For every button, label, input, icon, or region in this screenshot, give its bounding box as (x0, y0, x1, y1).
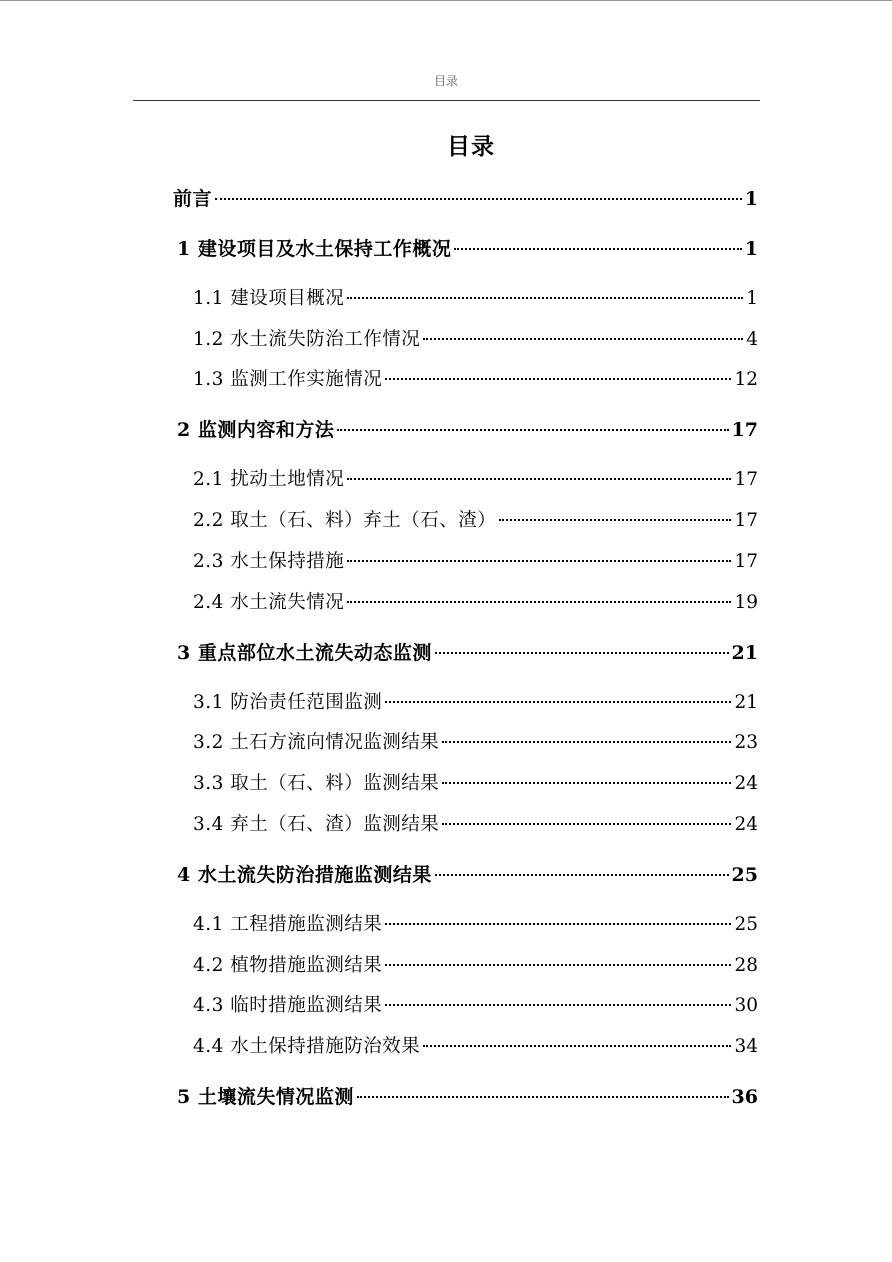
toc-page-number: 1 (744, 238, 758, 260)
toc-dot-leader (442, 782, 731, 784)
page-top-border (0, 0, 892, 1)
page-title: 目录 (447, 134, 495, 160)
toc-entry-label: 3.4 弃土（石、渣）监测结果 (193, 814, 440, 835)
toc-entry-label: 3.2 土石方流向情况监测结果 (193, 732, 440, 753)
toc-dot-leader (423, 338, 743, 340)
toc-entry-label: 2.3 水土保持措施 (193, 551, 345, 572)
toc-page-number: 17 (734, 510, 758, 531)
toc-entry[interactable] (193, 286, 758, 312)
toc-dot-leader (423, 1045, 731, 1047)
toc-entry[interactable] (193, 1034, 758, 1060)
toc-page-number: 21 (731, 642, 758, 664)
toc-entry[interactable] (177, 236, 758, 262)
toc-entry-label: 2 监测内容和方法 (177, 419, 335, 441)
running-header: 目录 (433, 74, 458, 88)
toc-page-number: 25 (734, 914, 758, 935)
toc-entry-label: 3.1 防治责任范围监测 (193, 692, 383, 713)
toc-dot-leader (442, 741, 731, 743)
toc-page-number: 4 (746, 329, 758, 350)
toc-entry[interactable] (193, 771, 758, 797)
toc-dot-leader (385, 1004, 731, 1006)
toc-page-number: 24 (734, 773, 758, 794)
toc-page-number: 23 (734, 732, 758, 753)
toc-entry[interactable] (177, 862, 758, 888)
toc-page-number: 25 (731, 864, 758, 886)
toc-dot-leader (347, 560, 731, 562)
toc-entry-label: 前言 (173, 188, 213, 210)
toc-page-number: 19 (734, 592, 758, 613)
toc-dot-leader (442, 823, 731, 825)
toc-dot-leader (215, 198, 742, 200)
toc-page-number: 34 (734, 1036, 758, 1057)
toc-dot-leader (385, 964, 731, 966)
toc-entry[interactable] (193, 993, 758, 1019)
toc-dot-leader (435, 652, 729, 654)
toc-entry-label: 1.1 建设项目概况 (193, 288, 345, 309)
toc-dot-leader (337, 429, 728, 431)
toc-dot-leader (347, 601, 731, 603)
toc-dot-leader (454, 248, 741, 250)
toc-page-number: 1 (744, 188, 758, 210)
toc-entry-label: 3.3 取土（石、料）监测结果 (193, 773, 440, 794)
toc-dot-leader (385, 923, 731, 925)
toc-dot-leader (435, 874, 729, 876)
header-rule (133, 100, 760, 101)
toc-entry-label: 1 建设项目及水土保持工作概况 (177, 238, 452, 260)
toc-entry[interactable] (177, 417, 758, 443)
toc-entry-label: 1.2 水土流失防治工作情况 (193, 329, 421, 350)
toc-entry-label: 2.1 扰动土地情况 (193, 469, 345, 490)
toc-entry[interactable] (193, 912, 758, 938)
toc-entry[interactable] (193, 812, 758, 838)
toc-entry-label: 3 重点部位水土流失动态监测 (177, 642, 432, 664)
toc-entry-label: 2.2 取土（石、料）弃土（石、渣） (193, 510, 497, 531)
toc-entry[interactable] (193, 508, 758, 534)
toc-page-number: 30 (734, 995, 758, 1016)
toc-entry[interactable] (193, 730, 758, 756)
toc-entry-label: 4.2 植物措施监测结果 (193, 955, 383, 976)
toc-page-number: 21 (734, 692, 758, 713)
toc-page-number: 36 (731, 1086, 758, 1108)
toc-page-number: 17 (731, 419, 758, 441)
toc-entry[interactable] (193, 327, 758, 353)
toc-entry-label: 4 水土流失防治措施监测结果 (177, 864, 432, 886)
toc-dot-leader (347, 478, 731, 480)
toc-page-number: 28 (734, 955, 758, 976)
toc-entry-label: 2.4 水土流失情况 (193, 592, 345, 613)
toc-entry[interactable] (193, 690, 758, 716)
toc-page-number: 1 (746, 288, 758, 309)
toc-entry[interactable] (177, 1084, 758, 1110)
toc-page-number: 24 (734, 814, 758, 835)
toc-entry[interactable] (177, 640, 758, 666)
toc-entry[interactable] (193, 467, 758, 493)
toc-dot-leader (499, 519, 731, 521)
toc-entry[interactable] (173, 186, 758, 212)
toc-dot-leader (357, 1096, 729, 1098)
toc-entry-label: 4.1 工程措施监测结果 (193, 914, 383, 935)
toc-entry[interactable] (193, 549, 758, 575)
toc-dot-leader (347, 297, 743, 299)
toc-page-number: 12 (734, 369, 758, 390)
toc-dot-leader (385, 378, 731, 380)
toc-entry-label: 4.4 水土保持措施防治效果 (193, 1036, 421, 1057)
toc-page-number: 17 (734, 469, 758, 490)
toc-page-number: 17 (734, 551, 758, 572)
toc-entry[interactable] (193, 367, 758, 393)
toc-dot-leader (385, 701, 731, 703)
toc-entry-label: 1.3 监测工作实施情况 (193, 369, 383, 390)
toc-entry-label: 5 土壤流失情况监测 (177, 1086, 354, 1108)
toc-entry[interactable] (193, 953, 758, 979)
toc-entry-label: 4.3 临时措施监测结果 (193, 995, 383, 1016)
toc-entry[interactable] (193, 590, 758, 616)
